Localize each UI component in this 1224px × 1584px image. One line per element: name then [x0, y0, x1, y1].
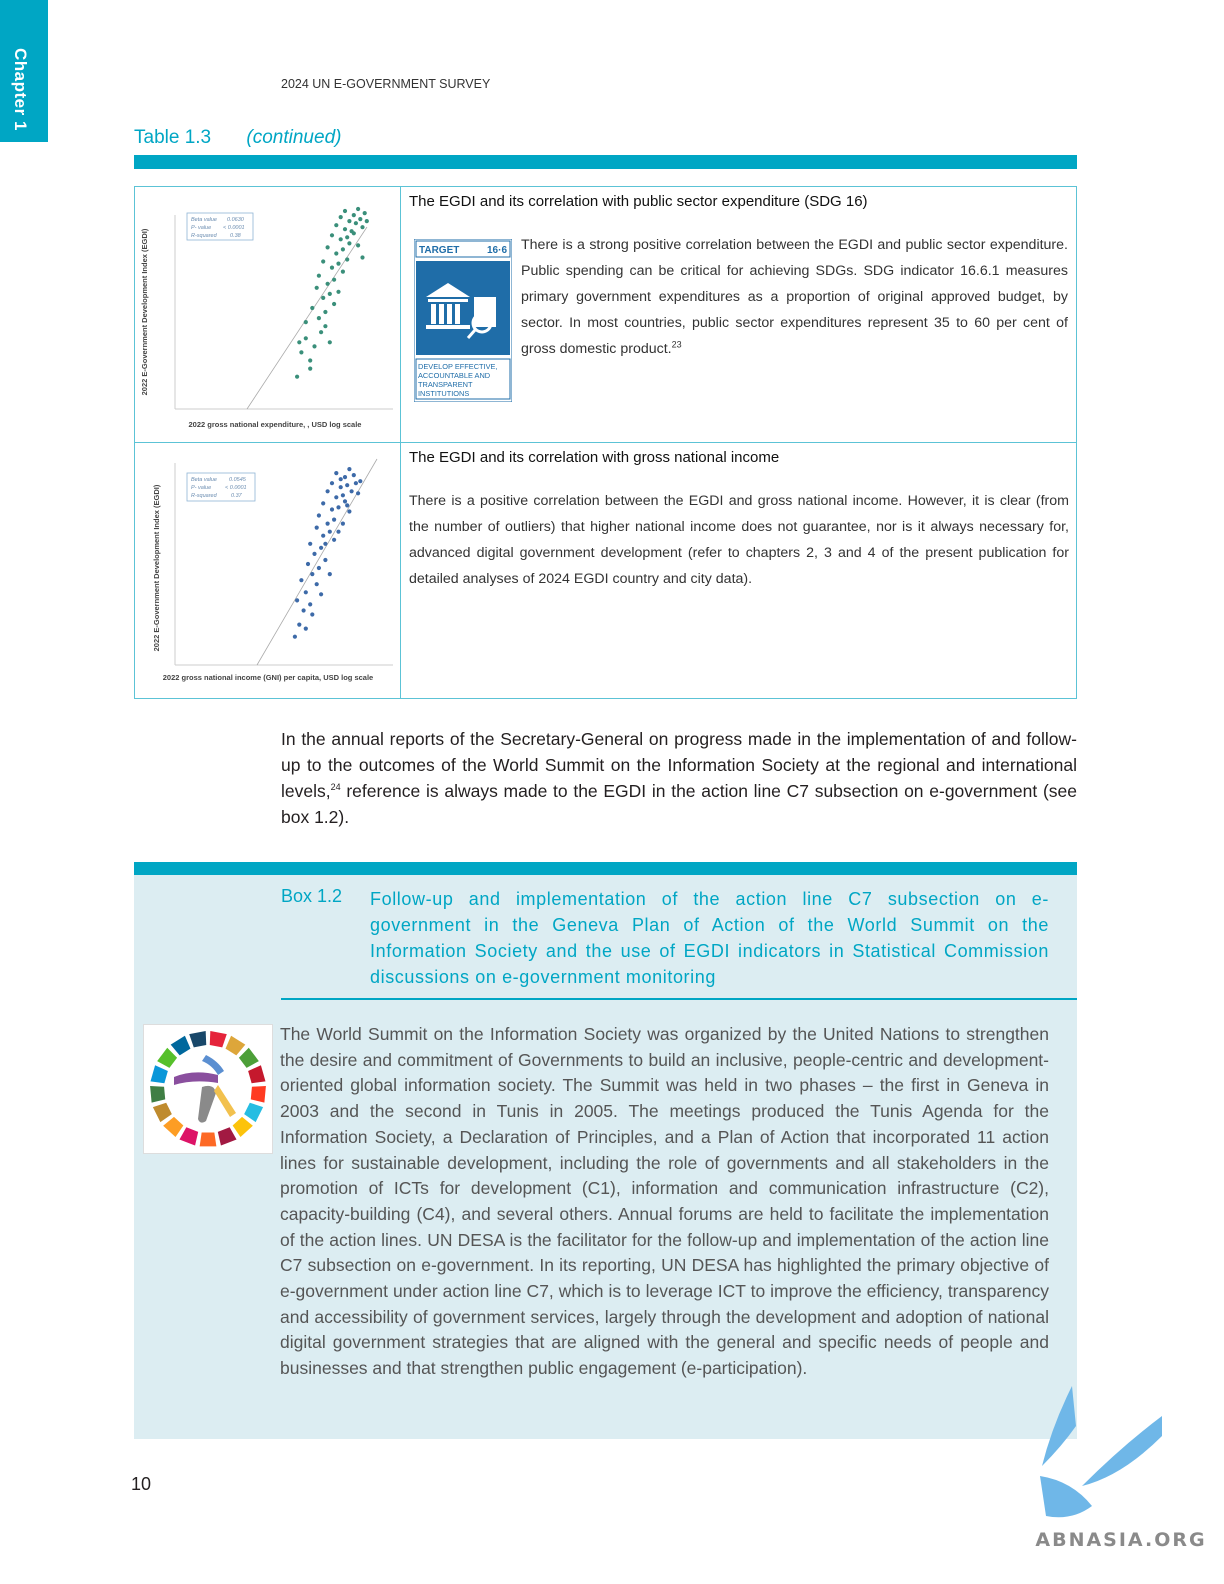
wheel-segment [244, 1103, 263, 1122]
scatter-point [350, 489, 354, 493]
sdg-caption-line: TRANSPARENT [418, 380, 473, 389]
scatter-point [299, 578, 303, 582]
scatter-point [323, 310, 327, 314]
scatter-point [347, 241, 351, 245]
stat-label: P- value [191, 485, 212, 491]
scatter-point [326, 489, 330, 493]
chart-axes [175, 215, 393, 409]
scatter-point [363, 211, 367, 215]
scatter-point [343, 209, 347, 213]
scatter-point [332, 302, 336, 306]
scatter-point [345, 257, 349, 261]
wheel-segment [153, 1103, 172, 1122]
scatter-point [323, 324, 327, 328]
scatter-point [345, 483, 349, 487]
scatter-point [339, 237, 343, 241]
scatter-point [302, 608, 306, 612]
stat-label: R-squared [191, 493, 217, 499]
scatter-point [352, 231, 356, 235]
wheel-segment [239, 1048, 259, 1068]
wheel-segment [200, 1133, 217, 1147]
table-row [135, 443, 1076, 698]
scatter-point [345, 503, 349, 507]
wsis-logo-mark [174, 1072, 218, 1085]
row-text [521, 232, 1068, 362]
scatter-point [321, 259, 325, 263]
wsis-logo-mark [202, 1055, 224, 1075]
stat-value: 0.37 [231, 493, 242, 499]
watermark-body [1040, 1476, 1092, 1517]
watermark [1032, 1386, 1210, 1554]
scatter-point [323, 558, 327, 562]
scatter-point [328, 572, 332, 576]
scatter-point [304, 590, 308, 594]
scatter-point [304, 336, 308, 340]
scatter-point [326, 522, 330, 526]
sdg-caption-line: ACCOUNTABLE AND [418, 371, 491, 380]
scatter-points [295, 207, 369, 379]
scatter-point [345, 235, 349, 239]
wheel-segment [157, 1048, 177, 1068]
scatter-point [352, 473, 356, 477]
wheel-segment [179, 1127, 198, 1145]
scatter-point [323, 542, 327, 546]
scatter-point [326, 245, 330, 249]
scatter-point [308, 358, 312, 362]
wheel-segment [163, 1117, 183, 1137]
stat-value: 0.38 [230, 233, 241, 239]
wheel-segment [210, 1031, 227, 1047]
scatter-point [341, 522, 345, 526]
table-label: Table 1.3 [134, 127, 212, 148]
row-text: There is a positive correlation between the EGDI and gross national income. However, it is clear (from the number of outliers) that higher national income does not guarantee, nor is it always necessary for, advanced digital government development (refer to chapters 2, 3 and 4 of the present publication for detailed analyses of 2024 EGDI country and city data). [409, 493, 1069, 587]
table-caption [134, 127, 341, 149]
scatter-chart-expenditure [135, 187, 400, 442]
table-top-bar [134, 155, 1077, 169]
x-axis-label: 2022 gross national income (GNI) per capita, USD log scale [162, 673, 374, 682]
scatter-point [295, 375, 299, 379]
scatter-point [330, 266, 334, 270]
wsis-logo-mark [214, 1085, 236, 1117]
scatter-point [312, 552, 316, 556]
scatter-chart-income [135, 443, 400, 698]
watermark-wing [1082, 1416, 1162, 1486]
scatter-point [334, 495, 338, 499]
scatter-point [343, 227, 347, 231]
scatter-point [310, 612, 314, 616]
scatter-point [330, 507, 334, 511]
scatter-point [295, 598, 299, 602]
scatter-point [347, 219, 351, 223]
scatter-point [328, 292, 332, 296]
stat-value: < 0.0001 [225, 485, 247, 491]
trend-line [257, 459, 377, 665]
scatter-point [293, 635, 297, 639]
stat-value: < 0.0001 [223, 225, 245, 231]
scatter-point [360, 255, 364, 259]
wheel-segment [218, 1127, 237, 1145]
scatter-point [319, 330, 323, 334]
table-1-3 [134, 186, 1077, 699]
wheel-segment [151, 1065, 168, 1083]
scatter-point [347, 509, 351, 513]
scatter-points [293, 467, 363, 639]
sdg-target-number: 16·6 [486, 245, 507, 256]
wsis-logo [143, 1024, 273, 1154]
stat-value: 0.0545 [229, 477, 246, 483]
wheel-segment [248, 1065, 265, 1083]
wheel-segment [233, 1117, 253, 1137]
scatter-point [365, 219, 369, 223]
chart-cell [135, 187, 401, 442]
stat-label: P- value [191, 225, 212, 231]
scatter-point [347, 467, 351, 471]
scatter-point [319, 546, 323, 550]
page-number: 10 [131, 1474, 152, 1494]
wheel-segment [189, 1031, 206, 1047]
sdg-caption-line: DEVELOP EFFECTIVE, [418, 362, 498, 371]
table-continued: (continued) [246, 127, 342, 148]
box-label: Box 1.2 [281, 886, 343, 906]
scatter-point [356, 243, 360, 247]
scatter-point [306, 562, 310, 566]
chart-cell [135, 443, 401, 698]
scatter-point [304, 320, 308, 324]
box-divider [281, 998, 1077, 1000]
sdg-target-label: TARGET [419, 245, 460, 256]
text-cell [402, 443, 1074, 698]
scatter-point [360, 225, 364, 229]
scatter-point [317, 274, 321, 278]
scatter-point [356, 491, 360, 495]
scatter-point [332, 538, 336, 542]
scatter-point [336, 530, 340, 534]
row-title: The EGDI and its correlation with gross national income [409, 449, 780, 466]
scatter-point [310, 306, 314, 310]
scatter-point [334, 251, 338, 255]
scatter-point [304, 627, 308, 631]
scatter-point [334, 471, 338, 475]
y-axis-label: 2022 E-Government Development Index (EGDI) [152, 484, 161, 652]
body-text-after: reference is always made to the EGDI in the action line C7 subsection on e-government (see box 1.2). [281, 781, 1077, 827]
scatter-point [317, 566, 321, 570]
scatter-point [317, 513, 321, 517]
text-cell [402, 187, 1074, 442]
scatter-point [321, 501, 325, 505]
stat-label: Beta value [191, 217, 217, 223]
scatter-point [315, 582, 319, 586]
scatter-point [343, 499, 347, 503]
scatter-point [308, 542, 312, 546]
scatter-point [339, 485, 343, 489]
scatter-point [334, 223, 338, 227]
x-axis-label: 2022 gross national expenditure, , USD log scale [188, 420, 362, 429]
footnote-ref: 23 [671, 339, 682, 350]
scatter-point [330, 233, 334, 237]
body-paragraph [281, 726, 1077, 830]
scatter-point [319, 592, 323, 596]
wsis-logo-mark [198, 1086, 216, 1123]
watermark-text: ABNASIA.ORG [1035, 1529, 1207, 1551]
body-text-before: In the annual reports of the Secretary-General on progress made in the implementation of and follow-up to the outcomes of the World Summit on the Information Society at the regional and international levels, [281, 729, 1077, 801]
sdg-caption-line: INSTITUTIONS [418, 389, 470, 398]
scatter-point [356, 207, 360, 211]
scatter-point [321, 296, 325, 300]
scatter-point [330, 481, 334, 485]
chapter-tab-label: Chapter 1 [11, 48, 30, 131]
wheel-segment [226, 1036, 246, 1056]
scatter-point [352, 213, 356, 217]
stat-label: Beta value [191, 477, 217, 483]
scatter-point [354, 221, 358, 225]
scatter-point [321, 534, 325, 538]
scatter-point [332, 278, 336, 282]
trend-line [247, 227, 367, 409]
running-head: 2024 UN E-GOVERNMENT SURVEY [281, 77, 491, 91]
box-1-2 [134, 875, 1077, 1439]
scatter-point [308, 367, 312, 371]
stat-value: 0.0630 [227, 217, 244, 223]
scatter-point [358, 217, 362, 221]
scatter-point [341, 247, 345, 251]
scatter-point [358, 479, 362, 483]
watermark-wing [1042, 1386, 1076, 1466]
box-text: The World Summit on the Information Society was organized by the United Nations to strengthen the desire and commitment of Governments to build an inclusive, people-centric and development-oriented global information society. The Summit was held in two phases – the first in Geneva in 2003 and the second in Tunis in 2005. The meetings produced the Tunis Agenda for the Information Society, a Declaration of Principles, and a Plan of Action that incorporated 11 action lines for sustainable development, including the role of governments and all stakeholders in the promotion of ICTs for development (C1), information and communication infrastructure (C2), capacity-building (C4), and several others. Annual forums are held to facilitate the implementation of the action lines. UN DESA is the facilitator for the follow-up and implementation of the action line C7 subsection on e-government. In its reporting, UN DESA has highlighted the primary objective of e-government under action line C7, which is to leverage ICT to improve the efficiency, transparency and accessibility of government services, largely through the development and adoption of national digital government strategies that are aligned with the general and specific needs of people and businesses and that strengthen public engagement (e-participation). [280, 1024, 1049, 1379]
scatter-point [336, 290, 340, 294]
scatter-point [328, 530, 332, 534]
scatter-point [315, 286, 319, 290]
scatter-point [339, 215, 343, 219]
scatter-point [315, 526, 319, 530]
scatter-point [328, 340, 332, 344]
scatter-point [312, 344, 316, 348]
row-title: The EGDI and its correlation with public sector expenditure (SDG 16) [409, 193, 868, 210]
wheel-segment [251, 1086, 266, 1103]
footnote-ref: 24 [330, 782, 341, 793]
scatter-point [341, 270, 345, 274]
scatter-point [297, 623, 301, 627]
scatter-point [339, 477, 343, 481]
wheel-segment [150, 1086, 165, 1103]
scatter-point [341, 493, 345, 497]
scatter-point [299, 350, 303, 354]
box-title: Follow-up and implementation of the action line C7 subsection on e-government in the Geneva Plan of Action of the World Summit on the Information Society and the use of EGDI indicators in Statistical Commission discussions on e-government monitoring [370, 889, 1049, 987]
box-top-bar [134, 862, 1077, 876]
scatter-point [317, 316, 321, 320]
scatter-point [308, 602, 312, 606]
scatter-point [354, 481, 358, 485]
scatter-point [336, 505, 340, 509]
chapter-tab [0, 0, 48, 142]
scatter-point [332, 518, 336, 522]
scatter-point [326, 282, 330, 286]
stat-label: R-squared [191, 233, 217, 239]
scatter-point [297, 340, 301, 344]
wheel-segment [171, 1036, 191, 1056]
scatter-point [336, 262, 340, 266]
table-row [135, 187, 1076, 443]
scatter-point [310, 572, 314, 576]
y-axis-label: 2022 E-Government Development Index (EGDI) [140, 228, 149, 396]
scatter-point [343, 475, 347, 479]
sdg-16-6-icon [414, 239, 512, 402]
row-text-body: There is a strong positive correlation between the EGDI and public sector expenditure. Public spending can be critical for achieving SDGs. SDG indicator 16.6.1 measures primary government expenditures as a proportion of original approved budget, by sector. In most countries, public sector expenditures represent 35 to 60 per cent of gross domestic product. [521, 237, 1068, 357]
